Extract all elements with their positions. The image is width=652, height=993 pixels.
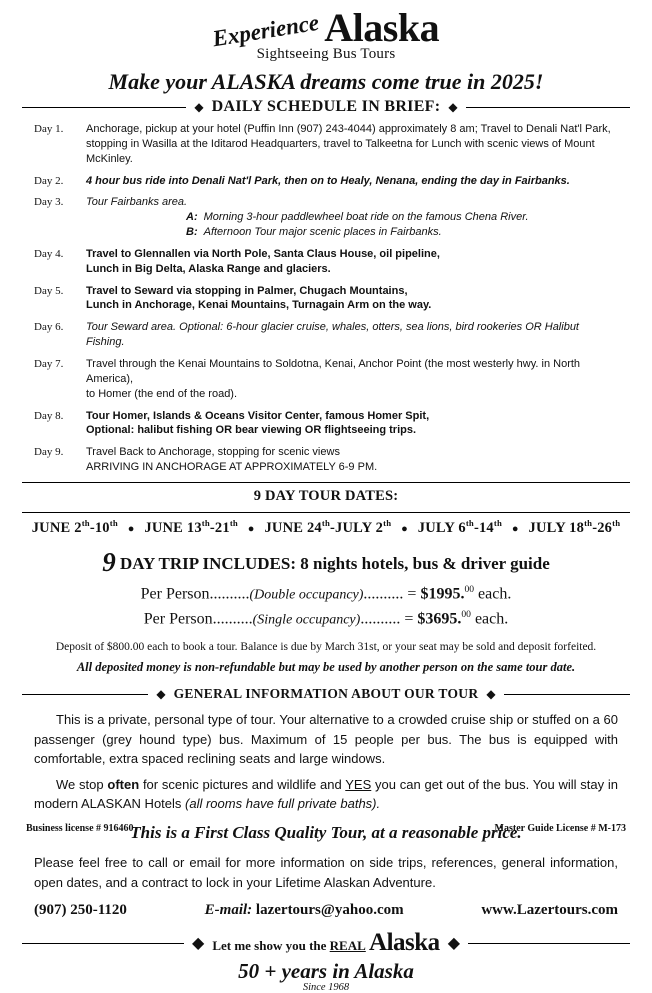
tagline: Make your ALASKA dreams come true in 2025! <box>108 69 544 94</box>
subline-tag: A: <box>186 211 198 224</box>
since-year: Since 1968 <box>302 982 350 993</box>
years-in-alaska <box>0 959 652 993</box>
day-label: Day 8. <box>34 409 64 422</box>
divider <box>22 482 630 483</box>
bullet-icon: ● <box>511 522 519 535</box>
price-each: each. <box>474 585 512 603</box>
price-amount: $3695. <box>417 610 462 628</box>
masthead <box>0 0 652 95</box>
day-label: Day 5. <box>34 284 64 297</box>
day-line: to Homer (the end of the road). <box>86 387 238 400</box>
rule-left <box>22 694 148 695</box>
footer-slogan-text: Let me show you the <box>212 938 330 954</box>
tour-dates-heading: 9 DAY TOUR DATES: <box>253 487 399 504</box>
deposit-terms: Deposit of $800.00 each to book a tour. Balance is due by March 31st, or your seat may be sold and deposit forfeited. <box>55 641 597 654</box>
general-info-header <box>22 683 630 702</box>
bullet-icon: ● <box>247 522 255 535</box>
diamond-icon: ◆ <box>486 687 496 702</box>
day-body <box>86 357 618 402</box>
day-line: Travel Back to Anchorage, stopping for scenic views <box>86 446 340 459</box>
info-paragraph-1: This is a private, personal type of tour. Your alternative to a crowded cruise ship or stuffed on a 60 passenger (grey hound type) bus. Maximum of 15 people per bus. The bus is equipped with comfortable, extra spaced reclining seats and large windows. <box>34 712 618 767</box>
subline-text: Afternoon Tour major scenic places in Fairbanks. <box>203 226 442 239</box>
day-label: Day 9. <box>34 446 64 459</box>
experience-word: Experience <box>210 9 321 52</box>
p2-part-c: you can get out of the bus. You will stay in modern ALASKAN Hotels <box>34 776 619 812</box>
phone-number[interactable]: (907) 250-1120 <box>34 902 127 919</box>
website-link[interactable]: www.Lazertours.com <box>481 902 618 919</box>
day-line: Optional: halibut fishing OR bear viewing OR flightseeing trips. <box>86 424 417 437</box>
day-line: Travel through the Kenai Mountains to Soldotna, Kenai, Anchor Point (the most westerly hwy. in North America), <box>86 357 581 385</box>
list-item <box>34 122 618 167</box>
day-line: Lunch in Big Delta, Alaska Range and glaciers. <box>86 262 331 275</box>
price-each: each. <box>470 610 509 628</box>
years-word: years in Alaska <box>281 959 414 984</box>
day-body <box>86 195 618 240</box>
equals-sign: = <box>407 585 417 603</box>
footer-alaska-word: Alaska <box>369 929 440 957</box>
trip-includes <box>0 547 652 578</box>
general-info-heading: GENERAL INFORMATION ABOUT OUR TOUR <box>173 686 479 702</box>
day-label: Day 7. <box>34 357 64 370</box>
day-line: Tour Homer, Islands & Oceans Visitor Center, famous Homer Spit, <box>86 409 430 422</box>
day-body <box>86 122 618 167</box>
list-item <box>34 409 618 439</box>
tour-date: JULY 18th-26th <box>528 517 621 536</box>
day-body <box>86 247 618 277</box>
day-subline <box>86 210 618 225</box>
email-block[interactable] <box>205 902 404 919</box>
day-body <box>86 284 618 314</box>
day-line: Tour Fairbanks area. <box>86 196 188 209</box>
rule-right <box>466 107 630 108</box>
day-label: Day 4. <box>34 247 64 260</box>
price-label: Per Person <box>140 585 210 603</box>
day-label: Day 1. <box>34 123 64 135</box>
guide-license: Master Guide License # M-173 <box>494 823 626 834</box>
diamond-icon: ◆ <box>192 935 205 953</box>
bullet-icon: ● <box>401 522 408 535</box>
p2-part-a: We stop <box>56 776 108 792</box>
trip-days-number: 9 <box>102 546 116 577</box>
day-line: Tour Seward area. Optional: 6-hour glacier cruise, whales, otters, sea lions, bird rookeries OR Halibut Fishing. <box>86 321 579 349</box>
diamond-icon: ◆ <box>194 100 204 114</box>
list-item <box>34 195 618 240</box>
rule-left <box>22 943 184 944</box>
bullet-icon: ● <box>127 522 135 535</box>
diamond-icon: ◆ <box>156 687 166 702</box>
divider <box>22 512 630 513</box>
list-item <box>34 445 618 475</box>
rule-left <box>22 107 186 108</box>
p2-paren: (all rooms have full private baths). <box>185 796 381 812</box>
tour-date: JULY 6th-14th <box>417 517 503 536</box>
first-class-statement: This is a First Class Quality Tour, at a reasonable price. <box>130 822 522 842</box>
tour-date: JUNE 13th-21th <box>144 517 238 536</box>
years-number: 50 + <box>238 959 282 984</box>
info-paragraph-2 <box>34 775 618 814</box>
trip-includes-text: DAY TRIP INCLUDES: 8 nights hotels, bus & driver guide <box>119 553 550 573</box>
subline-tag: B: <box>186 226 198 239</box>
price-row <box>0 584 652 603</box>
diamond-icon: ◆ <box>447 935 460 953</box>
schedule-list <box>34 122 618 475</box>
price-amount: $1995. <box>420 585 465 603</box>
diamond-icon: ◆ <box>448 100 458 114</box>
day-label: Day 3. <box>34 196 64 209</box>
day-label: Day 2. <box>34 174 64 187</box>
price-label: Per Person <box>143 610 213 628</box>
day-body <box>86 320 618 350</box>
day-body <box>86 445 618 475</box>
dots: .......... <box>360 610 401 628</box>
day-label: Day 6. <box>34 321 64 334</box>
info-paragraph-3: Please feel free to call or email for more information on side trips, references, general information, open dates, and a contract to lock in your Lifetime Alaskan Adventure. <box>34 855 618 890</box>
nonrefundable-terms: All deposited money is non-refundable but may be used by another person on the same tour date. <box>76 660 576 675</box>
day-line: Travel to Seward via stopping in Palmer, Chugach Mountains, <box>86 284 408 297</box>
day-line: 4 hour bus ride into Denali Nat'l Park, then on to Healy, Nenana, ending the day in Fairbanks. <box>86 174 570 187</box>
day-line: Lunch in Anchorage, Kenai Mountains, Turnagain Arm on the way. <box>86 299 432 312</box>
license-bar <box>0 823 652 834</box>
rule-right <box>468 943 630 944</box>
business-license: Business license # 916460 <box>26 823 134 834</box>
equals-sign: = <box>404 610 414 628</box>
contact-bar <box>34 902 618 919</box>
price-cents: 00 <box>464 583 475 595</box>
price-cents: 00 <box>461 609 471 621</box>
list-item <box>34 174 618 189</box>
p2-yes: YES <box>345 776 372 792</box>
schedule-section-header <box>22 95 630 116</box>
list-item <box>34 284 618 314</box>
p2-part-b: for scenic pictures and wildlife and <box>139 776 346 792</box>
email-address[interactable]: lazertours@yahoo.com <box>255 902 404 919</box>
day-subline <box>86 225 618 240</box>
schedule-heading: DAILY SCHEDULE IN BRIEF: <box>211 98 441 115</box>
list-item <box>34 247 618 277</box>
brand-title: Alaska <box>324 5 440 50</box>
brand-subtitle: Sightseeing Bus Tours <box>256 46 396 62</box>
list-item <box>34 320 618 350</box>
subline-text: Morning 3-hour paddlewheel boat ride on the famous Chena River. <box>203 211 529 224</box>
p2-often: often <box>107 776 140 792</box>
footer-real-word: REAL <box>329 938 366 954</box>
day-line: Anchorage, pickup at your hotel (Puffin Inn (907) 243-4044) approximately 8 am; Travel to Denali Nat'l Park, <box>86 123 611 135</box>
day-line: Travel to Glennallen via North Pole, Santa Claus House, oil pipeline, <box>86 247 440 260</box>
day-line: ARRIVING IN ANCHORAGE AT APPROXIMATELY 6-9 PM. <box>86 461 378 474</box>
price-row <box>0 609 652 628</box>
footer-slogan <box>212 929 439 957</box>
day-body <box>86 174 618 189</box>
day-body <box>86 409 618 439</box>
occupancy-type: (Single occupancy) <box>252 612 361 628</box>
tour-date: JUNE 24th-JULY 2th <box>264 517 392 536</box>
list-item <box>34 357 618 402</box>
dots: .......... <box>212 610 253 628</box>
tour-dates-list <box>0 518 652 537</box>
rule-right <box>504 694 630 695</box>
dots: .......... <box>363 585 404 603</box>
footer-banner <box>22 929 630 957</box>
tour-date: JUNE 2th-10th <box>31 517 118 536</box>
email-label: E-mail: <box>204 902 253 919</box>
brand-line <box>0 5 652 52</box>
general-info-body <box>34 710 618 892</box>
dots: .......... <box>209 585 250 603</box>
day-line: stopping in Wasilla at the Iditarod Headquarters, travel to Talkeetna for Lunch with scenic views of Mount McKinley. <box>86 137 595 165</box>
occupancy-type: (Double occupancy) <box>249 587 364 603</box>
